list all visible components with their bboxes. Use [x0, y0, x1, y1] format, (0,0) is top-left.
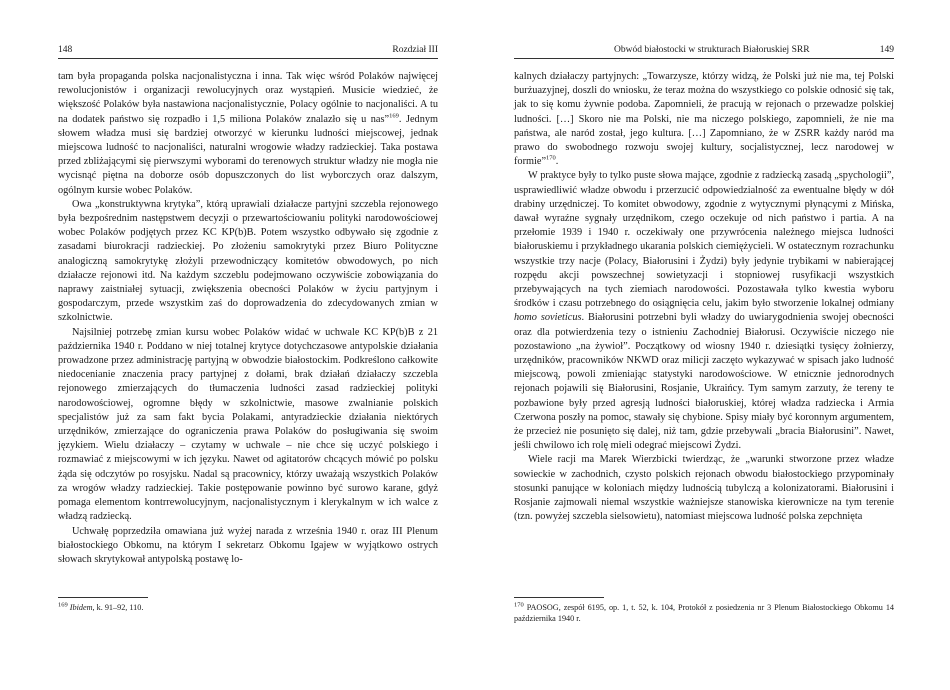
footnote-rule: [514, 597, 604, 598]
footnote-number: 170: [514, 601, 524, 609]
paragraph: [514, 169, 894, 453]
footnote: [58, 602, 438, 613]
left-page: [58, 0, 438, 690]
footnote: [514, 602, 894, 624]
paragraph-text: W praktyce były to tylko puste słowa mające, zgodnie z radziecką zasadą „spychologii”, usprawiedliwić władze obwodu i przerzucić odpowiedzialność za ewentualne błędy w dół drabiny urzędniczej. To komitet obwodowy, zgodnie z wytycznymi płynącymi z Mińska, dawał wyraźne sygnały urzędnikom, czego oczekuje od nich państwo i partia. A na przełomie 1939 i 1940 r. oczekiwały one przywrócenia należnego miejsca ludności białoruskiemu i przykładnego ukarania polskich ciemiężycieli. W ostatecznym rozrachunku wszystkie trzy nacje (Polacy, Białorusini i Żydzi) były jedynie trybikami w nabierającej rozpędu akcji powszechnej sowietyzacji i stopniowej rusyfikacji wszystkich przebywających na tych ziemiach narodowości. Pozostawała tylko kwestia wyboru środków i czasu potrzebnego do osiągnięcia celu, jakim było stworzenie lokalnej odmiany: [514, 170, 894, 310]
footnote-text: PAOSOG, zespół 6195, op. 1, t. 52, k. 104, Protokół z posiedzenia nr 3 Plenum Białostockiego Obkomu 14 października 1940 r.: [514, 603, 895, 623]
running-title: Rozdział III: [392, 45, 438, 55]
paragraph: [514, 70, 894, 169]
paragraph: [58, 70, 438, 198]
paragraph: Wiele racji ma Marek Wierzbicki twierdząc, że „warunki stworzone przez władze sowieckie w zachodnich, czysto polskich rejonach obwodu białostockiego przypominały stosunki panujące w koloniach między ludnością tubylczą a kolonizatorami. Białorusini i Rosjanie zajmowali niemal wszystkie ważniejsze stanowiska kierownicze na tym terenie (tzn. powyżej szczebla sielsowietu), natomiast miejscowa ludność polska zepchnięta: [514, 454, 894, 523]
paragraph-text: kalnych działaczy partyjnych: „Towarzysze, którzy widzą, że Polski już nie ma, tej Polski burżuazyjnej, doszli do wniosku, że teraz można do wszystkiego co polskie odnosić się tak, jak to się komu żywnie podoba. Zapomnieli, że pracują w rejonach o przewadze polskiej ludności. […] Skoro nie ma Polski, nie ma niczego polskiego, zapomnieli, że nie ma państwa, ale naród został, jego kultura. […] Zapomniano, że w ZSRR każdy naród ma prawo do swobodnego rozwoju swojej kultury, socjalistycznej, lecz narodowej w formie”: [514, 71, 894, 168]
page-number: 148: [58, 45, 73, 55]
footnote-italic: Ibidem: [69, 603, 93, 612]
footnote-rule: [58, 597, 148, 598]
paragraph: Najsilniej potrzebę zmian kursu wobec Polaków widać w uchwale KC KP(b)B z 21 października 1940 r. Poddano w niej totalnej krytyce dotychczasowe antypolskie działania prowadzone przez administrację partyjną w obwodzie białostockim. Podkreślono całkowite niedocenianie znaczenia pracy partyjnej z dołami, brak działań działaczy szczebla rejonowego zmierzających do tłumaczenia ludności zasad radzieckiej polityki narodowościowej, ogromne błędy w szkolnictwie, masowe zwalnianie polskich specjalistów już za sam fakt bycia Polakami, antyradzieckie działania niektórych urzędników, zmierzające do ograniczenia prawa Polaków do posługiwania się swoim językiem. Wielu działaczy – czytamy w uchwale – nie chce się uczyć polskiego i rozmawiać z miejscowymi w ich języku. Nawet od agitatorów chcących mówić po polsku żąda się odczytów po rosyjsku. Nadal są pracownicy, którzy uważają wszystkich Polaków za wrogów władzy radzieckiej. Takie postępowanie powinno być surowo karane, gdyż pomaga elementom kontrrewolucyjnym, nacjonalistycznym i klerykalnym w ich walce z władzą radziecką.: [58, 326, 438, 523]
paragraph-text: tam była propaganda polska nacjonalistyczna i inna. Tak więc wśród Polaków najwięcej rewolucjonistów i organizacji rewolucyjnych oraz wystąpień. Musicie wiedzieć, że większość Polaków była nastawiona nacjonalistycznie, Polacy ogólnie to nacjonaliści. A tu na dodatek państwo się rozpadło i 1,5 miliona Polaków znalazło się u nas”: [58, 71, 438, 125]
body-text: [514, 70, 894, 525]
paragraph-text: . Białorusini potrzebni byli władzy do uwiarygodnienia swojej obecności oraz dla potwierdzenia tezy o istnieniu Zachodniej Białorusi. Oczywiście niczego nie pozostawiono „na żywioł”. Początkowy od wiosny 1940 r. dziesiątki tysięcy żołnierzy, urzędników, pracowników NKWD oraz milicji zaczęto wykazywać w spisach jako ludność miejscową, powoli zmieniając statystyki narodowościowe. W etnicznie jednorodnych rejonach pojawili się Białorusini, Rosjanie, Ukraińcy. Tym samym zarzuty, że tereny te pozbawione były przed agresją ludności białoruskiej, której władza radziecka i Armia Czerwona poszły na pomoc, stawały się chybione. Spisy miały być koronnym argumentem, że przecież nie posunięto się dalej, niż tam, gdzie przebywali „bracia Białorusini”. Nawet, jeśli chwilowo ich rolę mieli odegrać miejscowi Żydzi.: [514, 312, 894, 452]
page-number: 149: [879, 45, 894, 55]
header-rule: [58, 58, 438, 59]
footnote-ref: 169: [389, 112, 399, 120]
footnote-ref: 170: [546, 154, 556, 162]
running-title: Obwód białostocki w strukturach Białoruskiej SRR: [614, 45, 810, 55]
italic-term: homo sovieticus: [514, 312, 582, 324]
footnote-number: 169: [58, 601, 68, 609]
paragraph: Owa „konstruktywna krytyka”, którą uprawiali działacze partyjni szczebla rejonowego była bezpośrednim następstwem decyzji o przewartościowaniu polityki narodowościowej wobec Polaków podjętych przez KC KP(b)B. Potem wszystko odbywało się zgodnie z zasadami biurokracji radzieckiej. Po złożeniu samokrytyki przez Biuro Polityczne analogiczną samokrytykę złożyli przewodniczący komitetów obwodowych, po nich działacze rejonowi itd. Na każdym szczeblu podejmowano oczywiście zobowiązania do naprawy zaistniałej sytuacji, zwiększenia obecności Polaków w życiu partyjnym i gospodarczym, przede wszystkim zaś do doprowadzenia do zdecydowanych zmian w szkolnictwie.: [58, 198, 438, 324]
paragraph-text: . Jednym słowem władza musi się bardziej otworzyć w kierunku ludności miejscowej, jednak miejscowa ludność to nacjonaliści, naturalni wrogowie władzy radzieckiej. Taka postawa przed zbliżającymi się pierwszymi wyborami do terenowych struktur władzy nie mogła nie wycisnąć piętna na doborze osób dopuszczonych do list wyborczych oraz dalszym, ogólnym kursie wobec Polaków.: [58, 113, 438, 196]
body-text: [58, 70, 438, 567]
paragraph: Uchwałę poprzedziła omawiana już wyżej narada z września 1940 r. oraz III Plenum białostockiego Obkomu, na którym I sekretarz Obkomu Igajew w wyjątkowo ostrych słowach skrytykował antypolską postawę lo-: [58, 525, 438, 565]
footnote-text: , k. 91–92, 110.: [92, 603, 144, 612]
header-rule: [514, 58, 894, 59]
paragraph-text: .: [555, 156, 559, 168]
right-page: [514, 0, 894, 690]
